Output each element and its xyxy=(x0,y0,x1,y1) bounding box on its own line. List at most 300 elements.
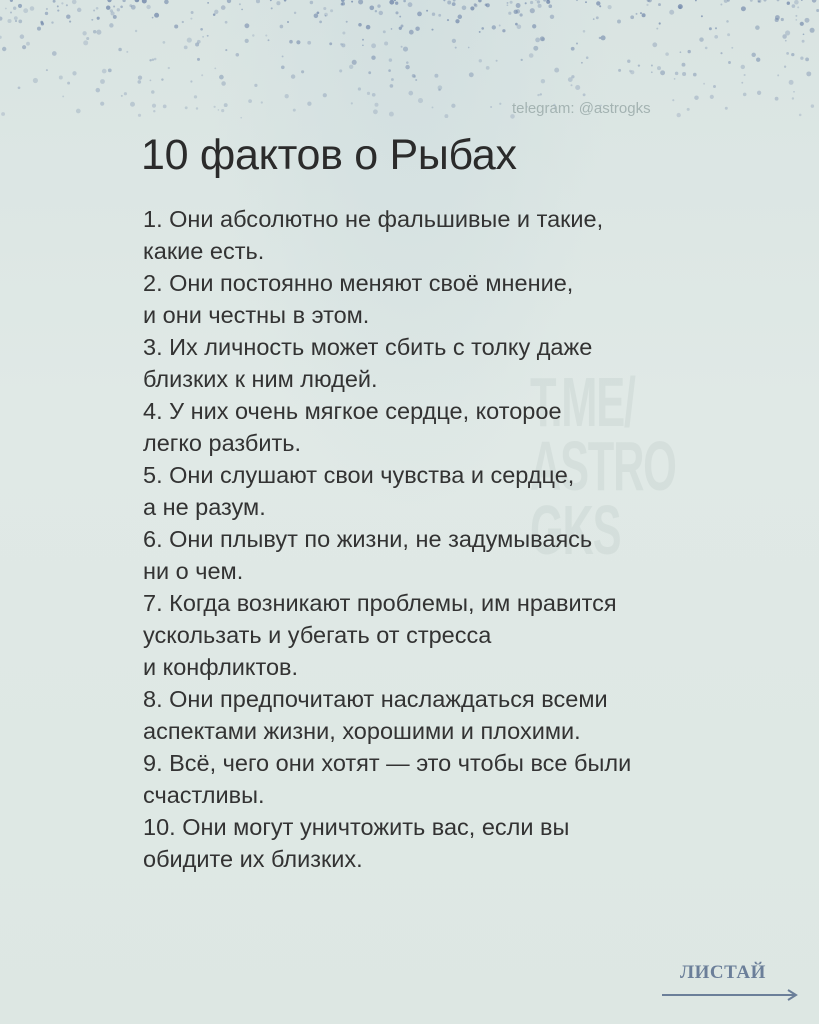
dot xyxy=(444,114,448,118)
dot xyxy=(248,99,252,103)
dot xyxy=(164,0,169,4)
dot xyxy=(403,47,408,52)
dot xyxy=(163,105,167,109)
dot xyxy=(720,52,722,54)
dot xyxy=(113,5,115,7)
dot xyxy=(474,3,477,6)
dot xyxy=(135,0,140,2)
dot xyxy=(346,21,348,23)
dot xyxy=(130,102,135,107)
dot xyxy=(339,69,342,72)
dot xyxy=(652,42,657,47)
dot xyxy=(447,1,451,5)
dot xyxy=(638,64,640,66)
dot xyxy=(239,3,241,5)
dot xyxy=(550,15,554,19)
dot xyxy=(131,5,136,10)
dot xyxy=(201,74,203,76)
dot xyxy=(0,17,2,21)
dot xyxy=(678,4,683,9)
dot xyxy=(658,3,661,6)
dot xyxy=(62,95,64,97)
dot xyxy=(66,14,70,18)
dot xyxy=(406,61,409,64)
dot xyxy=(777,0,780,1)
dot xyxy=(45,12,48,15)
dot xyxy=(371,56,375,60)
dot xyxy=(583,30,586,33)
dot xyxy=(593,18,595,20)
dot xyxy=(405,65,409,69)
dot xyxy=(301,70,304,73)
watermark-line: ASTRO xyxy=(530,427,676,505)
dot xyxy=(731,47,733,49)
fact-line: какие есть. xyxy=(143,238,265,264)
dot xyxy=(280,25,284,29)
dot xyxy=(287,21,289,23)
dot xyxy=(757,0,761,3)
dot xyxy=(13,7,16,10)
dot xyxy=(20,34,25,39)
dot xyxy=(517,24,522,29)
dot xyxy=(265,34,267,36)
dot xyxy=(417,12,422,17)
dot xyxy=(389,0,394,5)
dot xyxy=(795,15,797,17)
fact-item xyxy=(143,683,763,747)
dot xyxy=(22,45,26,49)
dot xyxy=(812,0,817,3)
dot xyxy=(207,2,209,4)
dot xyxy=(276,1,280,5)
dot xyxy=(571,84,573,86)
dot xyxy=(51,21,53,23)
fact-line: 5. Они слушают свои чувства и сердце, xyxy=(143,462,575,488)
dot xyxy=(371,43,376,48)
dot xyxy=(18,20,22,24)
dot xyxy=(451,104,455,108)
dot xyxy=(202,36,204,38)
arrow-right-icon xyxy=(662,988,802,1002)
dot xyxy=(492,25,496,29)
fact-item xyxy=(143,747,763,811)
fact-line: ускользать и убегать от стресса xyxy=(143,622,492,648)
dot xyxy=(741,82,743,84)
dot xyxy=(362,44,364,46)
dot xyxy=(660,70,665,75)
dot xyxy=(241,9,243,11)
dot xyxy=(510,1,513,4)
dot xyxy=(121,95,123,97)
dot xyxy=(507,4,509,6)
dot xyxy=(431,29,433,31)
dot xyxy=(499,25,501,27)
dot xyxy=(252,34,254,36)
dot xyxy=(682,72,686,76)
dot xyxy=(224,103,228,107)
dot xyxy=(687,108,690,111)
dot xyxy=(323,93,327,97)
dot xyxy=(657,66,661,70)
dot xyxy=(111,11,115,15)
dot xyxy=(372,93,376,97)
dot xyxy=(568,77,573,82)
fact-item xyxy=(143,331,763,395)
dot xyxy=(709,27,712,30)
dot xyxy=(46,69,48,71)
dot xyxy=(576,0,578,1)
fact-line: 3. Их личность может сбить с толку даже xyxy=(143,334,593,360)
dot xyxy=(207,35,209,37)
dot xyxy=(291,74,295,78)
fact-line: 7. Когда возникают проблемы, им нравится xyxy=(143,590,617,616)
dot xyxy=(408,91,413,96)
dot xyxy=(677,113,681,117)
fact-line: и они честны в этом. xyxy=(143,302,370,328)
dot xyxy=(714,35,718,39)
dot xyxy=(481,27,484,30)
dot xyxy=(197,58,200,61)
dot xyxy=(391,78,394,81)
dot xyxy=(537,94,539,96)
dot xyxy=(537,0,540,3)
dot xyxy=(784,66,786,68)
dot xyxy=(541,37,545,41)
dot xyxy=(281,65,285,69)
dot xyxy=(254,84,257,87)
fact-line: и конфликтов. xyxy=(143,654,299,680)
dot xyxy=(599,5,601,7)
dot xyxy=(792,97,794,99)
dot xyxy=(535,0,537,1)
fact-line: счастливы. xyxy=(143,782,265,808)
watermark-line: GKS xyxy=(530,491,621,569)
dot xyxy=(72,0,77,4)
dot xyxy=(187,38,192,43)
confetti-dots-decoration xyxy=(0,0,819,120)
dot xyxy=(525,2,527,4)
dot xyxy=(399,16,401,18)
dot xyxy=(418,98,423,103)
dot xyxy=(720,4,722,6)
dot xyxy=(756,58,760,62)
dot xyxy=(135,30,137,32)
dot xyxy=(403,0,406,2)
dot xyxy=(775,97,779,101)
dot xyxy=(270,0,272,1)
dot xyxy=(699,37,703,41)
fact-line: близких к ним людей. xyxy=(143,366,378,392)
dot xyxy=(351,102,353,104)
dot xyxy=(786,52,789,55)
fact-line: 9. Всё, чего они хотят — это чтобы все были xyxy=(143,750,632,776)
dot xyxy=(69,21,71,23)
dot xyxy=(5,8,7,10)
dot xyxy=(289,40,293,44)
dot xyxy=(651,65,653,67)
dot xyxy=(23,8,28,13)
dot xyxy=(725,107,728,110)
dot xyxy=(791,53,794,56)
dot xyxy=(14,16,18,20)
dot xyxy=(627,60,630,63)
dot xyxy=(529,53,534,58)
dot xyxy=(546,0,550,4)
dot xyxy=(352,60,357,65)
dot xyxy=(388,69,391,72)
dot xyxy=(154,13,159,18)
dot xyxy=(703,83,705,85)
dot xyxy=(214,67,216,69)
dot xyxy=(585,1,587,3)
dot xyxy=(434,74,438,78)
dot xyxy=(113,15,117,19)
dot xyxy=(154,58,157,61)
dot xyxy=(195,42,199,46)
dot xyxy=(307,41,311,45)
dot xyxy=(342,32,345,35)
dot xyxy=(379,11,383,15)
dot xyxy=(83,40,88,45)
dot xyxy=(294,12,296,14)
dot xyxy=(200,28,203,31)
dot xyxy=(100,79,105,84)
dot xyxy=(236,53,240,57)
dot xyxy=(443,0,445,1)
dot xyxy=(675,72,679,76)
dot xyxy=(118,48,122,52)
dot xyxy=(453,0,456,2)
fact-item xyxy=(143,203,763,267)
dot xyxy=(375,10,377,12)
dot xyxy=(100,102,104,106)
dot xyxy=(67,82,70,85)
dot xyxy=(256,0,260,3)
dot xyxy=(502,29,505,32)
dot xyxy=(97,17,100,20)
dot xyxy=(805,18,810,23)
dot xyxy=(554,68,559,73)
dot xyxy=(469,72,474,77)
dot xyxy=(124,92,127,95)
dot xyxy=(137,80,141,84)
dot xyxy=(329,42,332,45)
dot xyxy=(82,31,86,35)
dot xyxy=(693,73,697,77)
dot xyxy=(395,2,398,5)
dot xyxy=(390,84,394,88)
dot xyxy=(682,63,686,67)
dot xyxy=(669,10,674,15)
dot xyxy=(596,1,600,5)
dot xyxy=(521,59,523,61)
dot xyxy=(57,5,59,7)
dot xyxy=(107,0,111,2)
dot xyxy=(18,86,21,89)
dot xyxy=(86,37,89,40)
dot xyxy=(190,80,192,82)
dot xyxy=(26,42,30,46)
dot xyxy=(126,51,128,53)
dot xyxy=(221,109,224,112)
dot xyxy=(96,7,99,10)
dot xyxy=(72,71,76,75)
dot xyxy=(413,75,416,78)
dot xyxy=(548,4,552,8)
dot xyxy=(415,79,417,81)
fact-line: легко разбить. xyxy=(143,430,302,456)
dot xyxy=(91,19,93,21)
dot xyxy=(168,67,170,69)
dot xyxy=(713,85,716,88)
dot xyxy=(221,81,226,86)
dot xyxy=(789,80,794,85)
dot xyxy=(10,11,12,13)
dot xyxy=(485,4,488,7)
dot xyxy=(191,11,194,14)
dot xyxy=(533,46,538,51)
watermark-line: T.ME/ xyxy=(530,363,635,441)
dot xyxy=(18,4,22,8)
dot xyxy=(401,25,404,28)
dot xyxy=(415,26,419,30)
dot xyxy=(486,66,490,70)
swipe-label: ЛИСТАЙ xyxy=(680,962,766,983)
dot xyxy=(218,109,220,111)
dot xyxy=(93,9,95,11)
dot xyxy=(741,65,745,69)
dot xyxy=(665,52,669,56)
dot xyxy=(261,101,263,103)
dot xyxy=(46,8,48,10)
fact-line: 10. Они могут уничтожить вас, если вы xyxy=(143,814,570,840)
dot xyxy=(240,117,242,119)
dot xyxy=(750,0,753,2)
dot xyxy=(268,39,270,41)
dot xyxy=(432,13,435,16)
dot xyxy=(757,91,761,95)
dot xyxy=(245,39,249,43)
dot xyxy=(642,13,646,17)
fact-line: 1. Они абсолютно не фальшивые и такие, xyxy=(143,206,604,232)
dot xyxy=(285,94,289,98)
dot xyxy=(395,11,398,14)
dot xyxy=(52,51,57,56)
dot xyxy=(576,43,578,45)
dot xyxy=(680,51,682,53)
dot xyxy=(777,74,779,76)
dot xyxy=(586,56,589,59)
dot xyxy=(213,13,216,16)
dot xyxy=(596,16,599,19)
dot xyxy=(490,106,492,108)
dot xyxy=(810,28,815,33)
dot xyxy=(37,27,41,31)
dot xyxy=(391,28,393,30)
dot xyxy=(507,2,509,4)
dot xyxy=(373,109,378,114)
dot xyxy=(499,103,501,105)
dot xyxy=(724,0,728,3)
dot xyxy=(496,60,498,62)
dot xyxy=(152,104,156,108)
fact-line: 8. Они предпочитают наслаждаться всеми xyxy=(143,686,608,712)
dot xyxy=(138,76,142,80)
dot xyxy=(151,90,155,94)
swipe-button[interactable] xyxy=(662,962,802,1002)
dot xyxy=(330,9,333,12)
dot xyxy=(284,0,287,1)
dot xyxy=(122,0,125,2)
dot xyxy=(138,114,141,117)
dot xyxy=(795,19,797,21)
dot xyxy=(543,0,546,2)
dot xyxy=(15,20,17,22)
dot xyxy=(763,0,766,2)
dot xyxy=(152,17,154,19)
dot xyxy=(462,5,467,10)
fact-item xyxy=(143,587,763,683)
dot xyxy=(317,11,320,14)
dot xyxy=(368,71,371,74)
dot xyxy=(401,46,403,48)
dot xyxy=(106,5,110,9)
dot xyxy=(76,109,81,114)
dot xyxy=(293,109,296,112)
dot xyxy=(728,61,731,64)
dot xyxy=(781,18,784,21)
dot xyxy=(163,41,166,44)
dot xyxy=(811,104,814,107)
dot xyxy=(185,106,188,109)
dot xyxy=(109,23,113,27)
dot xyxy=(803,33,805,35)
dot xyxy=(375,103,379,107)
dot xyxy=(0,36,2,39)
dot xyxy=(438,14,441,17)
dot xyxy=(33,78,38,83)
dot xyxy=(535,38,540,43)
dot xyxy=(775,18,779,22)
dot xyxy=(519,13,522,16)
dot xyxy=(227,0,231,3)
dot xyxy=(455,47,457,49)
dot xyxy=(701,15,703,17)
dot xyxy=(340,43,343,46)
dot xyxy=(688,50,691,53)
dot xyxy=(785,40,787,42)
dot xyxy=(358,0,363,4)
dot xyxy=(282,55,284,57)
dot xyxy=(225,21,228,24)
dot xyxy=(741,6,746,11)
dot xyxy=(674,78,676,80)
dot xyxy=(659,22,661,24)
dot xyxy=(694,95,699,100)
dot xyxy=(61,2,63,4)
dot xyxy=(117,8,120,11)
dot xyxy=(601,35,606,40)
dot xyxy=(367,92,370,95)
dot xyxy=(214,106,216,108)
dot xyxy=(695,0,697,1)
fact-line: аспектами жизни, хорошими и плохими. xyxy=(143,718,581,744)
dot xyxy=(447,19,449,21)
dot xyxy=(805,57,809,61)
fact-item xyxy=(143,523,763,587)
dot xyxy=(194,95,197,98)
page-title: 10 фактов о Рыбах xyxy=(141,131,517,179)
